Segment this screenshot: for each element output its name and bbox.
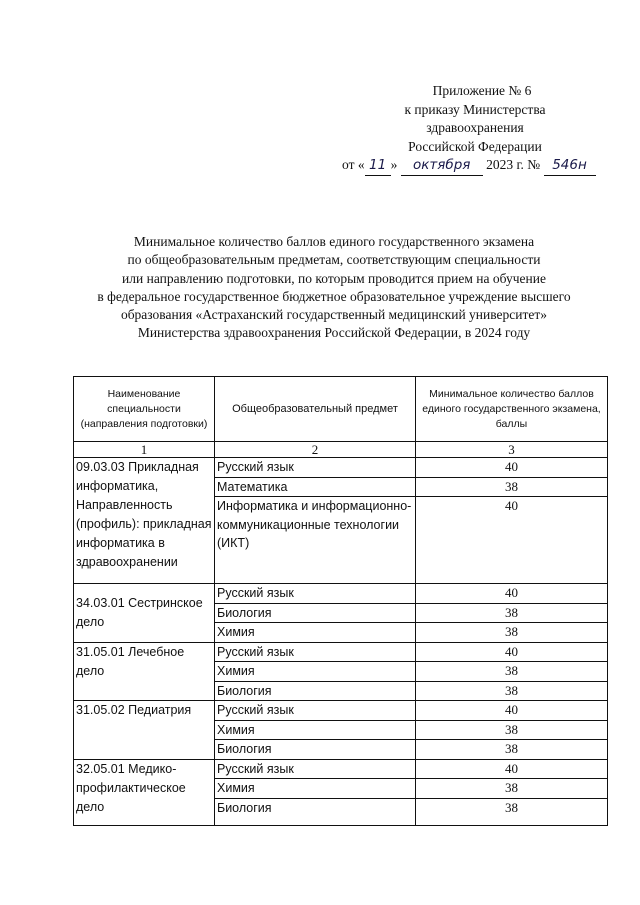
title-line: Минимальное количество баллов единого государственного экзамена xyxy=(133,234,535,249)
specialty-cell: 32.05.01 Медико-профилактическое дело xyxy=(74,759,215,825)
appendix-ministry: здравоохранения xyxy=(426,120,524,135)
score-cell: 38 xyxy=(416,779,608,799)
subject-cell: Химия xyxy=(215,720,416,740)
subject-cell: Биология xyxy=(215,603,416,623)
score-cell: 38 xyxy=(416,740,608,760)
score-cell: 40 xyxy=(416,497,608,584)
appendix-number: Приложение № 6 xyxy=(432,83,532,98)
header-subject: Общеобразовательный предмет xyxy=(215,377,416,442)
title-line: по общеобразовательным предметам, соответствующим специальности xyxy=(127,252,541,268)
subject-cell: Математика xyxy=(215,477,416,497)
table-row xyxy=(74,642,608,662)
table-header-row xyxy=(74,377,608,442)
specialty-cell: 31.05.01 Лечебное дело xyxy=(74,642,215,701)
scores-table xyxy=(73,376,608,826)
column-number: 1 xyxy=(74,442,215,458)
score-cell: 40 xyxy=(416,642,608,662)
column-number: 2 xyxy=(215,442,416,458)
title-line: образования «Астраханский государственный медицинский университет» xyxy=(120,307,548,323)
order-number: 546н xyxy=(544,156,596,176)
table-row xyxy=(74,458,608,478)
score-cell: 40 xyxy=(416,584,608,604)
table-row xyxy=(74,701,608,721)
subject-cell: Русский язык xyxy=(215,642,416,662)
subject-cell: Химия xyxy=(215,662,416,682)
score-cell: 40 xyxy=(416,701,608,721)
subject-cell: Биология xyxy=(215,681,416,701)
specialty-cell: 09.03.03 Прикладная информатика, Направленность (профиль): прикладная информатика в здравоохранении xyxy=(74,458,215,584)
title-line: или направлению подготовки, по которым проводится прием на обучение xyxy=(122,270,546,286)
table-row xyxy=(74,759,608,779)
score-cell: 40 xyxy=(416,759,608,779)
subject-cell: Русский язык xyxy=(215,701,416,721)
header-specialty: Наименование специальности (направления подготовки) xyxy=(74,377,215,442)
date-prefix: от « xyxy=(342,157,365,172)
score-cell: 38 xyxy=(416,798,608,825)
score-cell: 38 xyxy=(416,662,608,682)
subject-cell: Химия xyxy=(215,623,416,643)
subject-cell: Информатика и информационно-коммуникационные технологии (ИКТ) xyxy=(215,497,416,584)
specialty-cell: 34.03.01 Сестринское дело xyxy=(74,584,215,643)
subject-cell: Биология xyxy=(215,740,416,760)
subject-cell: Русский язык xyxy=(215,458,416,478)
subject-cell: Русский язык xyxy=(215,584,416,604)
title-line: в федеральное государственное бюджетное образовательное учреждение высшего xyxy=(97,288,571,304)
appendix-date-line xyxy=(330,156,620,176)
subject-cell: Русский язык xyxy=(215,759,416,779)
score-cell: 38 xyxy=(416,623,608,643)
appendix-order-ref: к приказу Министерства xyxy=(404,101,546,117)
subject-cell: Биология xyxy=(215,798,416,825)
table-row xyxy=(74,584,608,604)
score-cell: 38 xyxy=(416,720,608,740)
score-cell: 40 xyxy=(416,458,608,478)
header-min-score: Минимальное количество баллов единого государственного экзамена, баллы xyxy=(416,377,608,442)
title-line: Министерства здравоохранения Российской Федерации, в 2024 году xyxy=(137,325,531,341)
score-cell: 38 xyxy=(416,477,608,497)
document-title xyxy=(60,233,608,343)
date-month: октября xyxy=(401,156,483,176)
date-year: 2023 г. № xyxy=(486,157,541,172)
specialty-cell: 31.05.02 Педиатрия xyxy=(74,701,215,760)
score-cell: 38 xyxy=(416,603,608,623)
subject-cell: Химия xyxy=(215,779,416,799)
score-cell: 38 xyxy=(416,681,608,701)
appendix-header xyxy=(330,82,620,176)
column-number: 3 xyxy=(416,442,608,458)
column-number-row xyxy=(74,442,608,458)
date-day: 11 xyxy=(365,156,391,176)
appendix-country: Российской Федерации xyxy=(408,138,542,154)
date-mid: » xyxy=(390,157,398,172)
